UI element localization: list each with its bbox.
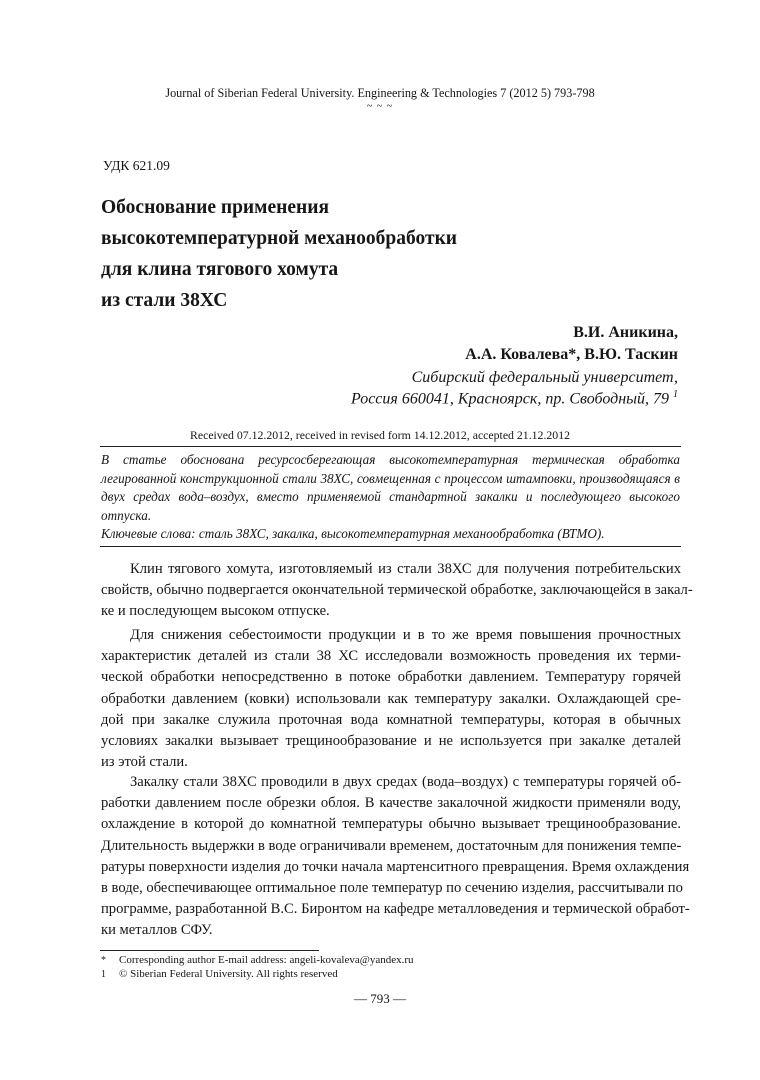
text-line: Длительность выдержки в воде ограничивали временем, достаточным для понижения темпе- [101, 837, 682, 854]
text-line: Для снижения себестоимости продукции и в то же время повышения прочностных [130, 627, 681, 643]
text-line: охлаждение в которой до комнатной температуры обычно вызывает трещинообразование. [101, 816, 681, 833]
text-line: характеристик деталей из стали 38 ХС исследовали возможность проведения их терми- [101, 648, 681, 665]
text-line: в воде, обеспечивающее оптимальное поле температур по сечению изделия, рассчитывали по [101, 879, 683, 896]
text-line: Закалку стали 38ХС проводили в двух средах (вода–воздух) с температуры горячей об- [130, 774, 681, 790]
page-number: — 793 — [354, 991, 406, 1006]
text-line: ческой обработки непосредственно в потоке обработки давлением. Температуру горячей [101, 669, 681, 686]
body-paragraph-1 [101, 559, 693, 623]
article-title [101, 192, 457, 316]
text-line: свойств, обычно подвергается окончательной термической обработке, заключающейся в закал- [101, 582, 693, 599]
received-dates: Received 07.12.2012, received in revised form 14.12.2012, accepted 21.12.2012 [189, 428, 570, 442]
text-line: условиях закалки вызывает трещинообразование и не используется при закалке деталей [101, 732, 681, 749]
affiliation-footnote-mark: 1 [673, 389, 678, 400]
journal-header: Journal of Siberian Federal University. Engineering & Technologies 7 (2012 5) 793-798 [165, 86, 595, 100]
text-line: дой при закалке служила проточная вода комнатной температуры, которая в обычных [101, 711, 681, 728]
text-line: из этой стали. [101, 754, 188, 771]
title-line: высокотемпературной механообработки [101, 228, 458, 249]
text-line: ке и последующем высоком отпуске. [101, 603, 330, 620]
footnote-corresponding-author [101, 954, 414, 966]
title-line: из стали 38ХС [101, 290, 228, 311]
footnote-text: © Siberian Federal University. All rights reserved [119, 968, 338, 980]
footnote-text: Corresponding author E-mail address: angeli-kovaleva@yandex.ru [119, 954, 414, 966]
footnote-rule [100, 950, 319, 951]
footnote-mark: 1 [101, 969, 106, 980]
affiliation-line-1: Сибирский федеральный университет, [411, 369, 678, 386]
header-ornament: ~ ~ ~ [366, 101, 394, 112]
author-line-2: А.А. Ковалева*, В.Ю. Таскин [465, 346, 678, 363]
title-line: для клина тягового хомута [101, 259, 339, 280]
footnote-copyright [101, 968, 338, 980]
abstract-rule-top [100, 446, 681, 447]
text-line: Клин тягового хомута, изготовляемый из стали 38ХС для получения потребительских [130, 561, 681, 577]
title-line: Обоснование применения [101, 197, 330, 218]
body-paragraph-2 [101, 625, 681, 773]
keywords: Ключевые слова: сталь 38ХС, закалка, высокотемпературная механообработка (ВТМО). [101, 526, 605, 541]
udc-code: УДК 621.09 [103, 158, 170, 173]
abstract: В статье обоснована ресурсосберегающая высокотемпературная термическая обработка легированной конструкционной стали 38ХС, совмещенная с процессом штамповки, производящаяся в двух средах вода–воздух, вместо применяемой стандартной закалки и последующего высокого отпуска. [101, 452, 680, 523]
text-line: обработки давлением (ковки) использовали как температуру закалки. Охлаждающей сре- [101, 690, 681, 707]
text-line: программе, разработанной В.С. Биронтом на кафедре металловедения и термической обработ- [101, 901, 690, 918]
abstract-rule-bottom [100, 546, 681, 547]
text-line: ки металлов СФУ. [101, 922, 213, 939]
affiliation-line-2 [351, 389, 678, 408]
text-line: ратуры поверхности изделия до точки начала мартенситного превращения. Время охлаждения [101, 858, 690, 875]
author-line-1: В.И. Аникина, [573, 324, 678, 341]
affiliation-address: Россия 660041, Красноярск, пр. Свободный, 79 [351, 390, 669, 408]
footnote-mark: * [101, 955, 106, 966]
text-line: работки давлением после обрезки облоя. В качестве закалочной жидкости применяли воду, [101, 795, 681, 812]
body-paragraph-3 [101, 772, 690, 942]
